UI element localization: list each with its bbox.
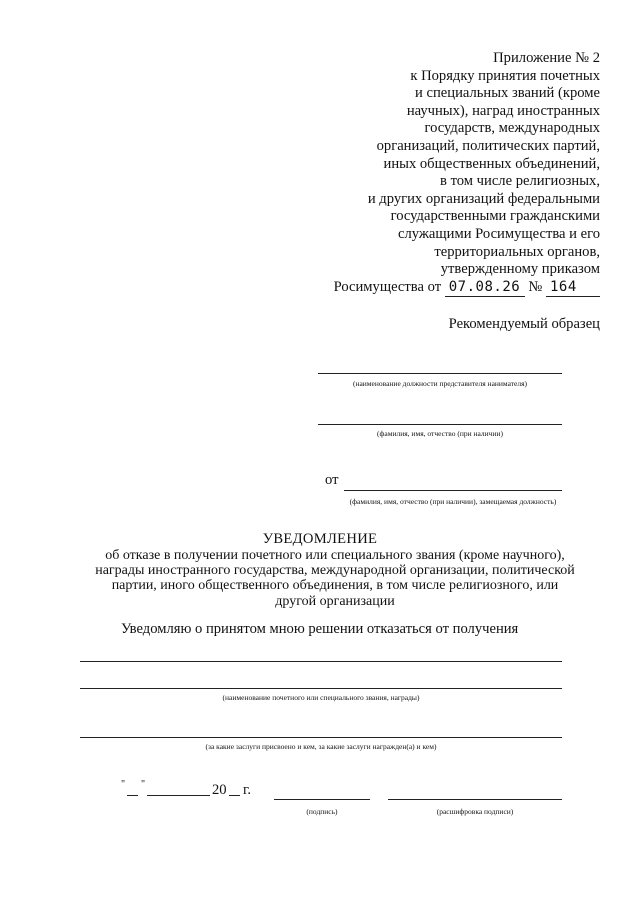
appendix-line: иных общественных объединений, [383,155,600,172]
date-open-quote: " [121,779,126,790]
appendix-line: служащими Росимущества и его [397,225,600,242]
notice-subtitle: об отказе в получении почетного или специального звания (кроме научного), награды иностранного государства, международной организации, политической партии, иного общественного объединения, в том числе религиозного, или другой организации [95,548,575,609]
appendix-line: и других организаций федеральными [367,190,600,207]
decree-number: 164 [546,279,600,298]
appendix-line: к Порядку принятия почетных [410,67,600,84]
signature-decode-field-line[interactable] [388,799,562,800]
from-label: от [325,472,339,488]
appendix-line: и специальных званий (кроме [415,85,600,102]
decree-prefix: Росимущества от [333,278,442,295]
appendix-line: организаций, политических партий, [376,137,600,154]
recipient-name-hint: (фамилия, имя, отчество (при наличии) [377,429,503,438]
appendix-line: утвержденному приказом [440,261,600,278]
from-field-line[interactable] [344,490,562,491]
merit-field-line[interactable] [80,737,562,738]
signature-hint: (подпись) [306,807,338,816]
recipient-name-field-line[interactable] [318,424,562,425]
decree-reference [300,279,600,298]
signature-field-line[interactable] [274,799,370,800]
date-day-line[interactable] [127,795,138,796]
appendix-line: государств, международных [424,120,600,137]
year-prefix: 20 [212,782,227,798]
appendix-header [300,50,600,297]
decree-date: 07.08.26 [445,279,525,298]
award-field-line-2[interactable] [80,688,562,689]
position-field-line[interactable] [318,373,562,374]
statement-text: Уведомляю о принятом мною решении отказаться от получения [121,621,519,637]
appendix-line: Приложение № 2 [493,50,600,66]
decree-number-prefix: № [528,278,543,295]
award-field-line-1[interactable] [80,661,562,662]
date-month-line[interactable] [147,795,210,796]
sample-label: Рекомендуемый образец [448,316,600,332]
year-suffix: г. [243,782,251,798]
appendix-line: научных), наград иностранных [406,102,600,119]
appendix-line: территориальных органов, [434,243,600,260]
appendix-line: государственными гражданскими [390,208,600,225]
position-hint: (наименование должности представителя нанимателя) [352,379,528,388]
appendix-line: в том числе религиозных, [440,173,600,190]
notice-title: УВЕДОМЛЕНИЕ [262,531,378,547]
date-close-quote: " [141,779,146,790]
signature-decode-hint: (расшифровка подписи) [436,807,514,816]
from-hint: (фамилия, имя, отчество (при наличии), замещаемая должность) [349,497,557,506]
merit-hint: (за какие заслуги присвоено и кем, за какие заслуги награжден(а) и кем) [205,742,437,751]
award-hint: (наименование почетного или специального звания, награды) [222,693,420,702]
year-field-line[interactable] [229,795,240,796]
